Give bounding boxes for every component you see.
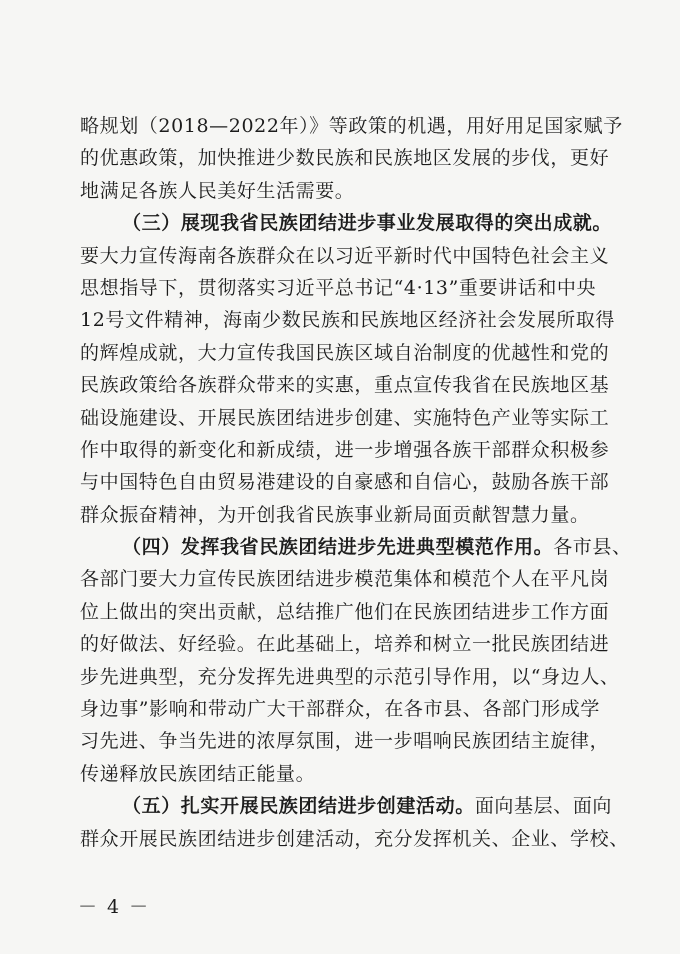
text-line: 位上做出的突出贡献，总结推广他们在民族团结进步工作方面: [80, 600, 610, 623]
text-line: 群众振奋精神，为开创我省民族事业新局面贡献智慧力量。: [80, 503, 590, 526]
heading-text: （四）发挥我省民族团结进步先进典型模范作用。: [122, 536, 554, 559]
section-heading-5: [80, 790, 613, 822]
text-line: 习先进、争当先进的浓厚氛围，进一步唱响民族团结主旋律，: [80, 730, 610, 753]
text-line: 的辉煌成就，大力宣传我国民族区域自治制度的优越性和党的: [80, 341, 610, 364]
heading-text: （五）扎实开展民族团结进步创建活动。: [122, 795, 475, 818]
text-line: 与中国特色自由贸易港建设的自豪感和自信心，鼓励各族干部: [80, 471, 610, 494]
text-line: 地满足各族人民美好生活需要。: [80, 179, 355, 202]
body-text: [80, 110, 632, 855]
text-line: 民族政策给各族群众带来的实惠，重点宣传我省在民族地区基: [80, 374, 610, 397]
text-line: 略规划（2018—2022年）》等政策的机遇，用好用足国家赋予: [80, 115, 623, 137]
section-heading-3: [80, 207, 613, 239]
page-number: － 4 －: [78, 896, 151, 918]
text-line: 作中取得的新变化和新成绩，进一步增强各族干部群众积极参: [80, 438, 610, 461]
text-line: 的优惠政策，加快推进少数民族和民族地区发展的步伐，更好: [80, 147, 610, 170]
text-line: 要大力宣传海南各族群众在以习近平新时代中国特色社会主义: [80, 244, 610, 267]
text-line: 的好做法、好经验。在此基础上，培养和树立一批民族团结进: [80, 633, 610, 656]
text-line: 思想指导下，贯彻落实习近平总书记“4·13”重要讲话和中央: [80, 276, 597, 299]
text-line: 群众开展民族团结进步创建活动，充分发挥机关、企业、学校、: [80, 827, 629, 850]
text-line: 各部门要大力宣传民族团结进步模范集体和模范个人在平凡岗: [80, 568, 610, 591]
text-line: 础设施建设、开展民族团结进步创建、实施特色产业等实际工: [80, 406, 610, 429]
text-line: 12号文件精神，海南少数民族和民族地区经济社会发展所取得: [80, 309, 615, 332]
text-line: 身边事”影响和带动广大干部群众，在各市县、各部门形成学: [80, 698, 600, 721]
heading-trailing-text: 各市县、: [553, 536, 632, 559]
text-line: 传递释放民族团结正能量。: [80, 762, 316, 785]
heading-text: （三）展现我省民族团结进步事业发展取得的突出成就。: [122, 212, 613, 235]
section-heading-4: [80, 531, 632, 563]
heading-trailing-text: 面向基层、面向: [474, 795, 613, 818]
text-line: 步先进典型，充分发挥先进典型的示范引导作用，以“身边人、: [80, 665, 620, 688]
